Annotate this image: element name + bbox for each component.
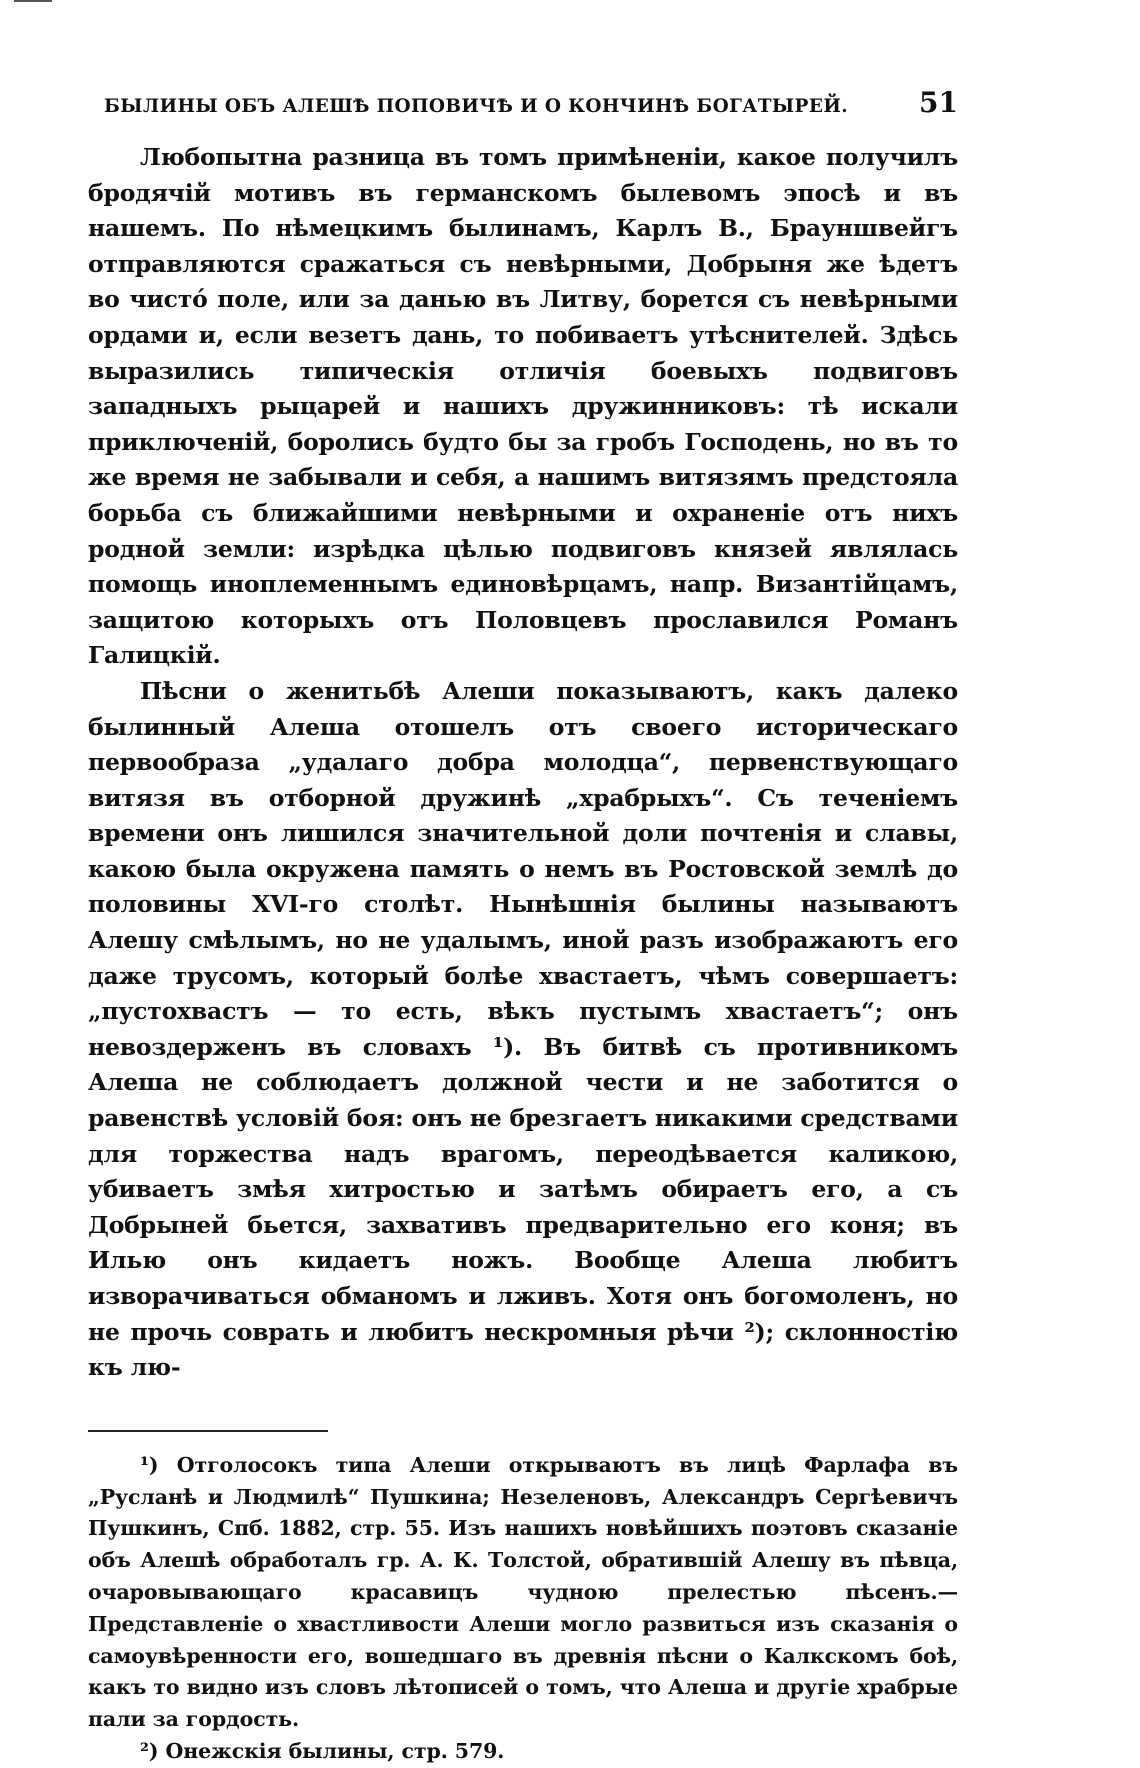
page-number: 51: [919, 86, 958, 119]
page-header: [88, 86, 958, 130]
paragraph: Любопытна разница въ томъ примѣненіи, какое получилъ бродячій мотивъ въ германскомъ былевомъ эпосѣ и въ нашемъ. По нѣмецкимъ былинамъ, Карлъ В., Брауншвейгъ отправляются сражаться съ невѣрными, Добрыня же ѣдетъ во чистó поле, или за данью въ Литву, борется съ невѣрными ордами и, если везетъ дань, то побиваетъ утѣснителей. Здѣсь выразились типическія отличія боевыхъ подвиговъ западныхъ рыцарей и нашихъ дружинниковъ: тѣ искали приключеній, боролись будто бы за гробъ Господень, но въ то же время не забывали и себя, а нашимъ витязямъ предстояла борьба съ ближайшими невѣрными и охраненіе отъ нихъ родной земли: изрѣдка цѣлью подвиговъ князей являлась помощь иноплеменнымъ единовѣрцамъ, напр. Византійцамъ, защитою которыхъ отъ Половцевъ прославился Романъ Галицкій.: [88, 143, 958, 670]
scan-edge-mark: [14, 0, 52, 2]
book-page: [88, 86, 958, 1768]
footnote: ²) Онежскія былины, стр. 579.: [140, 1738, 505, 1763]
footnotes: [88, 1450, 958, 1768]
body-text: [88, 140, 958, 1386]
footnote: ¹) Отголосокъ типа Алеши открываютъ въ лицѣ Фарлафа въ „Русланѣ и Людмилѣ“ Пушкина; Незеленовъ, Александръ Сергѣевичъ Пушкинъ, Спб. 1882, стр. 55. Изъ нашихъ новѣйшихъ поэтовъ сказаніе объ Алешѣ обработалъ гр. А. К. Толстой, обратившій Алешу въ пѣвца, очаровывающаго красавицъ чудною прелестью пѣсенъ.—Представленіе о хвастливости Алеши могло развиться изъ сказанія о самоувѣренности его, вошедшаго въ древнія пѣсни о Калкскомъ боѣ, какъ то видно изъ словъ лѣтописей о томъ, что Алеша и другіе храбрые пали за гордость.: [88, 1452, 958, 1732]
paragraph: Пѣсни о женитьбѣ Алеши показываютъ, какъ далеко былинный Алеша отошелъ отъ своего историческаго первообраза „удалаго добра молодца“, первенствующаго витязя въ отборной дружинѣ „храбрыхъ“. Съ теченіемъ времени онъ лишился значительной доли почтенія и славы, какою была окружена память о немъ въ Ростовской землѣ до половины XVI-го столѣт. Нынѣшнія былины называютъ Алешу смѣлымъ, но не удалымъ, иной разъ изображаютъ его даже трусомъ, который болѣе хвастаетъ, чѣмъ совершаетъ: „пустохвастъ — то есть, вѣкъ пустымъ хвастаетъ“; онъ невоздерженъ въ словахъ ¹). Въ битвѣ съ противникомъ Алеша не соблюдаетъ должной чести и не заботится о равенствѣ условій боя: онъ не брезгаетъ никакими средствами для торжества надъ врагомъ, переодѣвается каликою, убиваетъ змѣя хитростью и затѣмъ обираетъ его, а съ Добрыней бьется, захвативъ предварительно его коня; въ Илью онъ кидаетъ ножъ. Вообще Алеша любитъ изворачиваться обманомъ и лживъ. Хотя онъ богомоленъ, но не прочь соврать и любитъ нескромныя рѣчи ²); склонностію къ лю-: [88, 676, 958, 1382]
running-title: БЫЛИНЫ ОБЪ АЛЕШѢ ПОПОВИЧѢ И О КОНЧИНѢ БОГАТЫРЕЙ.: [104, 96, 849, 117]
footnote-divider: [88, 1430, 328, 1432]
